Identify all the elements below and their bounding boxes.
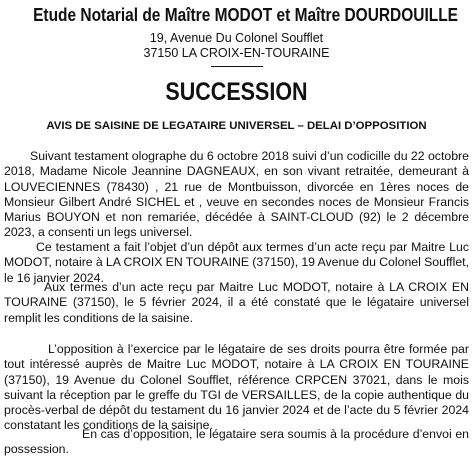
- address-line-street: 19, Avenue Du Colonel Soufflet: [149, 31, 324, 45]
- header-divider: [211, 66, 263, 67]
- notice-subtitle: AVIS DE SAISINE DE LEGATAIRE UNIVERSEL – DELAI D’OPPOSITION: [46, 120, 427, 132]
- paragraph-opposition: L’opposition à l’exercice par le légataire de ses droits pourra être formée par tout intéressé auprès de Maitre Luc MODOT, notaire à LA CROIX EN TOURAINE (37150), 19 Avenue du Colonel Soufflet, référence CRPCEN 37021, dans le mois suivant la réception par le greffe du TGI de VERSAILLES, de la copie authentique du procès-verbal de dépôt du testament du 16 janvier 2024 et de l’acte du 5 février 2024 constatant les conditions de la saisine.: [4, 342, 469, 433]
- address-line-city: 37150 LA CROIX-EN-TOURAINE: [143, 46, 330, 60]
- notice-title: SUCCESSION: [165, 78, 308, 106]
- paragraph-testament: Suivant testament olographe du 6 octobre 2018 suivi d’un codicille du 22 octobre 2018, Madame Nicole Jeannine DAGNEAUX, en son vivant retraitée, demeurant à LOUVECIENNES (78430) , 21 rue de Montbuisson, divorcée en 1ères noces de Monsieur Gilbert André SICHEL et , veuve en secondes noces de Monsieur Francis Marius BOUYON et non remariée, décédée à SAINT-CLOUD (92) le 2 décembre 2023, a consenti un legs universel.: [4, 149, 469, 240]
- paragraph-saisine: Aux termes d’un acte reçu par Maitre Luc MODOT, notaire à LA CROIX EN TOURAINE (37150), le 5 février 2024, il a été constaté que le légataire universel remplit les conditions de la saisine.: [4, 280, 469, 325]
- paragraph-deposit: Ce testament a fait l’objet d’un dépôt aux termes d’un acte reçu par Maitre Luc MODOT, notaire à LA CROIX EN TOURAINE (37150), 19 Avenue du Colonel Soufflet, le 16 janvier 2024.: [4, 240, 469, 285]
- notary-office-title: Etude Notarial de Maître MODOT et Maître DOURDOUILLE: [33, 5, 459, 25]
- paragraph-envoi-en-possession: En cas d’opposition, le légataire sera soumis à la procédure d’envoi en possession.: [4, 427, 469, 457]
